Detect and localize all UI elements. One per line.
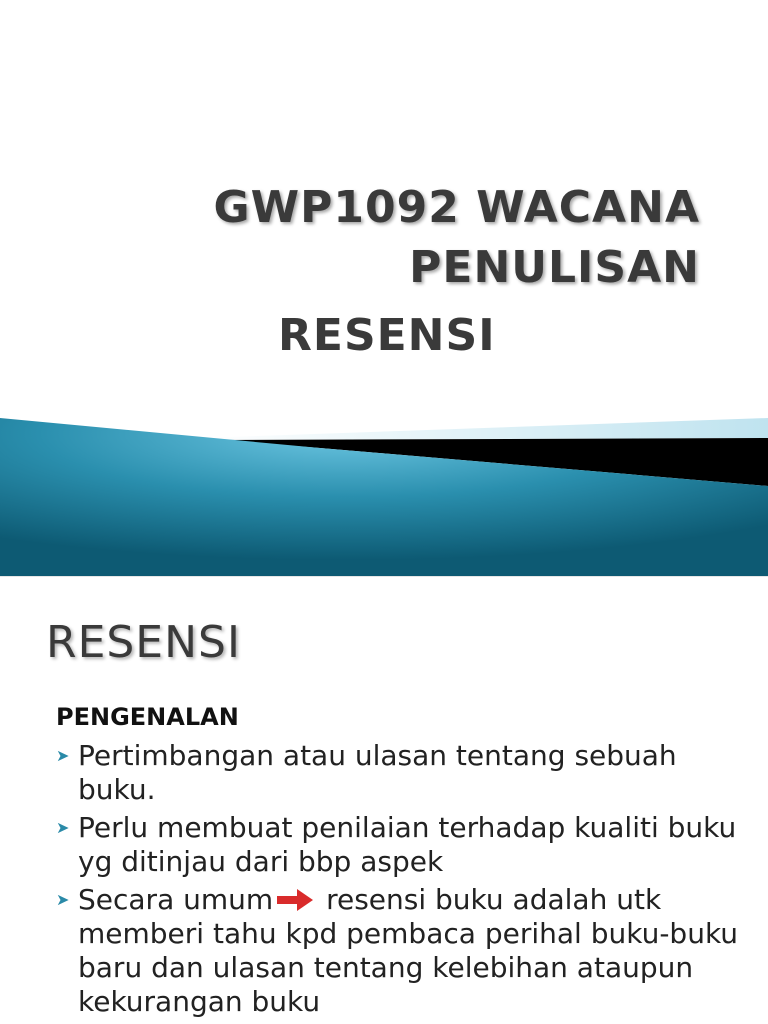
- content-slide: [0, 576, 768, 1024]
- bullet-text: Pertimbangan atau ulasan tentang sebuah buku.: [78, 739, 677, 806]
- bullet-text-before: Secara umum: [78, 883, 274, 916]
- decorative-band: [0, 410, 768, 576]
- list-item: [54, 811, 754, 879]
- list-item: [54, 883, 754, 1019]
- chevron-right-icon: ➤: [56, 890, 70, 909]
- list-item: [54, 739, 754, 807]
- chevron-right-icon: ➤: [56, 818, 70, 837]
- slide-title-line-2: PENULISAN: [409, 242, 700, 293]
- band-light-strip: [200, 418, 768, 440]
- slide-title: RESENSI: [46, 617, 241, 668]
- bullet-list: [54, 739, 754, 1023]
- slide-subtitle: RESENSI: [278, 310, 496, 361]
- bullet-text: Perlu membuat penilaian terhadap kualiti buku yg ditinjau dari bbp aspek: [78, 811, 737, 878]
- chevron-right-icon: ➤: [56, 746, 70, 765]
- slide-title-line-1: GWP1092 WACANA: [213, 182, 700, 233]
- bullet-text-after: resensi buku adalah utk memberi tahu kpd pembaca perihal buku-buku baru dan ulasan tentang kelebihan ataupun kekurangan buku: [78, 883, 739, 1018]
- section-heading: PENGENALAN: [56, 703, 239, 731]
- arrow-right-icon: [275, 887, 315, 913]
